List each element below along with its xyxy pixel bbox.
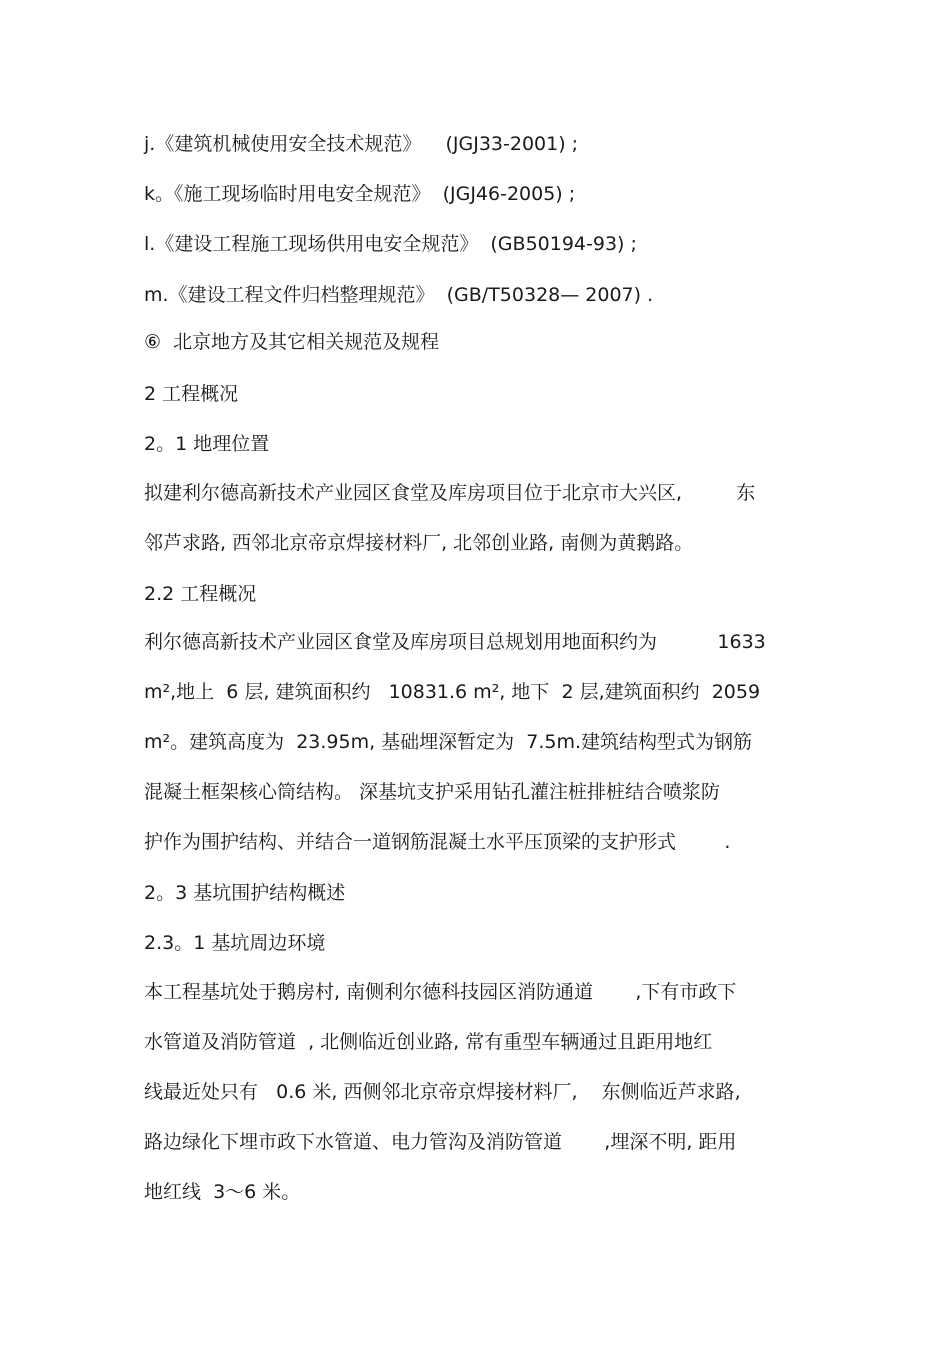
paragraph-line: 护作为围护结构、并结合一道钢筋混凝土水平压顶梁的支护形式 . [144,831,731,853]
section-heading-2-2: 2.2 工程概况 [144,583,257,605]
reference-k: k。《施工现场临时用电安全规范》 (JGJ46-2005) ; [144,183,576,205]
paragraph-line: 混凝土框架核心筒结构。 深基坑支护采用钻孔灌注桩排桩结合喷浆防 [144,781,721,803]
reference-l: l.《建设工程施工现场供用电安全规范》 (GB50194-93) ; [144,233,637,255]
section-heading-2-3-1: 2.3。1 基坑周边环境 [144,932,326,954]
paragraph-line: 拟建利尔德高新技术产业园区食堂及库房项目位于北京市大兴区, 东 [144,482,756,504]
section-heading-2-3: 2。3 基坑围护结构概述 [144,882,346,904]
paragraph-line: 地红线 3～6 米。 [144,1181,301,1203]
paragraph-line: m²。建筑高度为 23.95m, 基础埋深暂定为 7.5m.建筑结构型式为钢筋 [144,731,753,753]
paragraph-line: 水管道及消防管道 , 北侧临近创业路, 常有重型车辆通过且距用地红 [144,1031,713,1053]
paragraph-line: 利尔德高新技术产业园区食堂及库房项目总规划用地面积约为 1633 [144,631,766,653]
paragraph-line: 本工程基坑处于鹅房村, 南侧利尔德科技园区消防通道 ,下有市政下 [144,981,737,1003]
section-heading-2: 2 工程概况 [144,383,239,405]
reference-6: ⑥ 北京地方及其它相关规范及规程 [144,331,440,353]
paragraph-line: m²,地上 6 层, 建筑面积约 10831.6 m², 地下 2 层,建筑面积约 2059 [144,681,761,703]
reference-j: j.《建筑机械使用安全技术规范》 (JGJ33-2001) ; [144,133,579,155]
paragraph-line: 路边绿化下埋市政下水管道、电力管沟及消防管道 ,埋深不明, 距用 [144,1131,737,1153]
paragraph-line: 线最近处只有 0.6 米, 西侧邻北京帝京焊接材料厂, 东侧临近芦求路, [144,1081,741,1103]
section-heading-2-1: 2。1 地理位置 [144,433,270,455]
reference-m: m.《建设工程文件归档整理规范》 (GB/T50328— 2007) . [144,284,654,306]
paragraph-line: 邻芦求路, 西邻北京帝京焊接材料厂, 北邻创业路, 南侧为黄鹅路。 [144,532,694,554]
